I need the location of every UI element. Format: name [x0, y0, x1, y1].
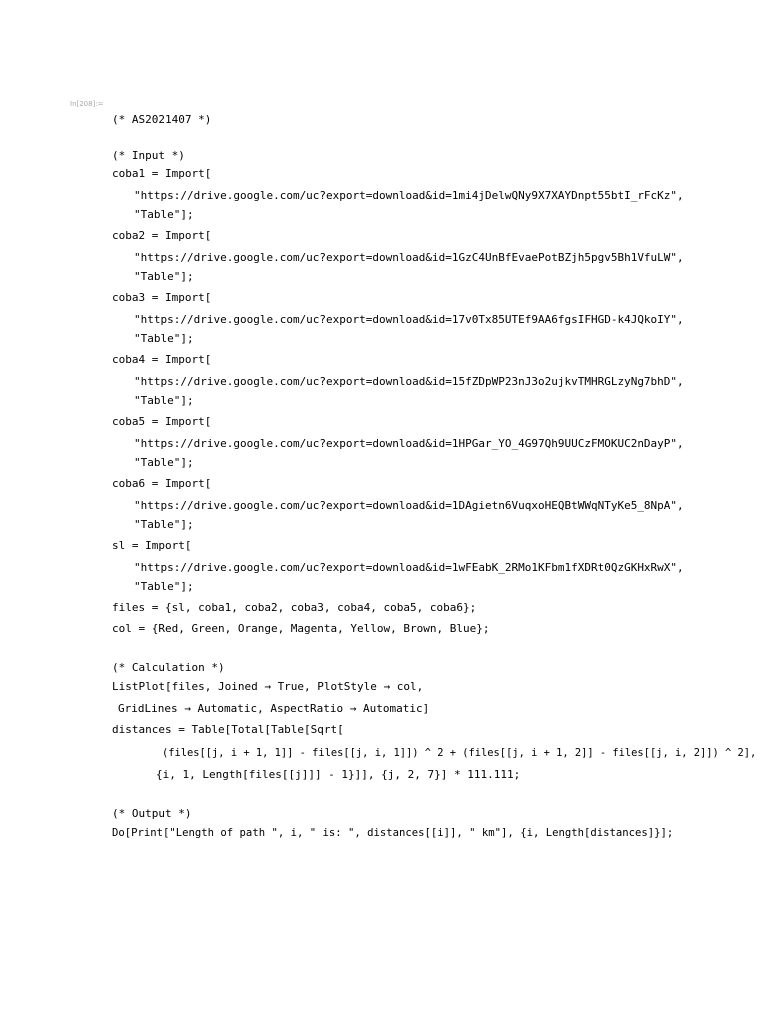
code-line: "Table"];	[134, 270, 194, 283]
code-line: coba5 = Import[	[112, 415, 212, 428]
code-line: coba3 = Import[	[112, 291, 212, 304]
code-line: (* AS2021407 *)	[112, 113, 212, 126]
code-line: "Table"];	[134, 332, 194, 345]
code-line: "https://drive.google.com/uc?export=download&id=1HPGar_YO_4G97Qh9UUCzFMOKUC2nDayP",	[134, 437, 684, 450]
code-line: col = {Red, Green, Orange, Magenta, Yellow, Brown, Blue};	[112, 622, 490, 635]
code-line: coba4 = Import[	[112, 353, 212, 366]
input-cell-label: In[208]:=	[70, 100, 104, 108]
code-line: coba1 = Import[	[112, 167, 212, 180]
code-line: ListPlot[files, Joined → True, PlotStyle → col,	[112, 680, 424, 693]
code-line: (* Input *)	[112, 149, 185, 162]
code-line: files = {sl, coba1, coba2, coba3, coba4, coba5, coba6};	[112, 601, 477, 614]
code-line: (files[[j, i + 1, 1]] - files[[j, i, 1]]) ^ 2 + (files[[j, i + 1, 2]] - files[[j, i, 2]]) ^ 2],	[162, 747, 757, 759]
code-line: "Table"];	[134, 580, 194, 593]
code-line: "https://drive.google.com/uc?export=download&id=1wFEabK_2RMo1KFbm1fXDRt0QzGKHxRwX",	[134, 561, 684, 574]
code-line: (* Output *)	[112, 807, 192, 820]
code-line: "https://drive.google.com/uc?export=download&id=1mi4jDelwQNy9X7XAYDnpt55btI_rFcKz",	[134, 189, 684, 202]
code-line: "https://drive.google.com/uc?export=download&id=15fZDpWP23nJ3o2ujkvTMHRGLzyNg7bhD",	[134, 375, 684, 388]
code-line: Do[Print["Length of path ", i, " is: ", distances[[i]], " km"], {i, Length[distances]}];	[112, 827, 674, 839]
code-line: "Table"];	[134, 456, 194, 469]
code-line: coba6 = Import[	[112, 477, 212, 490]
code-line: sl = Import[	[112, 539, 192, 552]
code-line: distances = Table[Total[Table[Sqrt[	[112, 723, 344, 736]
code-line: "Table"];	[134, 208, 194, 221]
code-line: (* Calculation *)	[112, 661, 225, 674]
code-line: coba2 = Import[	[112, 229, 212, 242]
code-line: "Table"];	[134, 394, 194, 407]
code-line: "https://drive.google.com/uc?export=download&id=1GzC4UnBfEvaePotBZjh5pgv5Bh1VfuLW",	[134, 251, 684, 264]
code-line: "https://drive.google.com/uc?export=download&id=17v0Tx85UTEf9AA6fgsIFHGD-k4JQkoIY",	[134, 313, 684, 326]
code-line: "https://drive.google.com/uc?export=download&id=1DAgietn6VuqxoHEQBtWWqNTyKe5_8NpA",	[134, 499, 684, 512]
code-line: "Table"];	[134, 518, 194, 531]
code-line: GridLines → Automatic, AspectRatio → Automatic]	[118, 702, 430, 715]
code-line: {i, 1, Length[files[[j]]] - 1}]], {j, 2, 7}] * 111.111;	[156, 768, 521, 781]
